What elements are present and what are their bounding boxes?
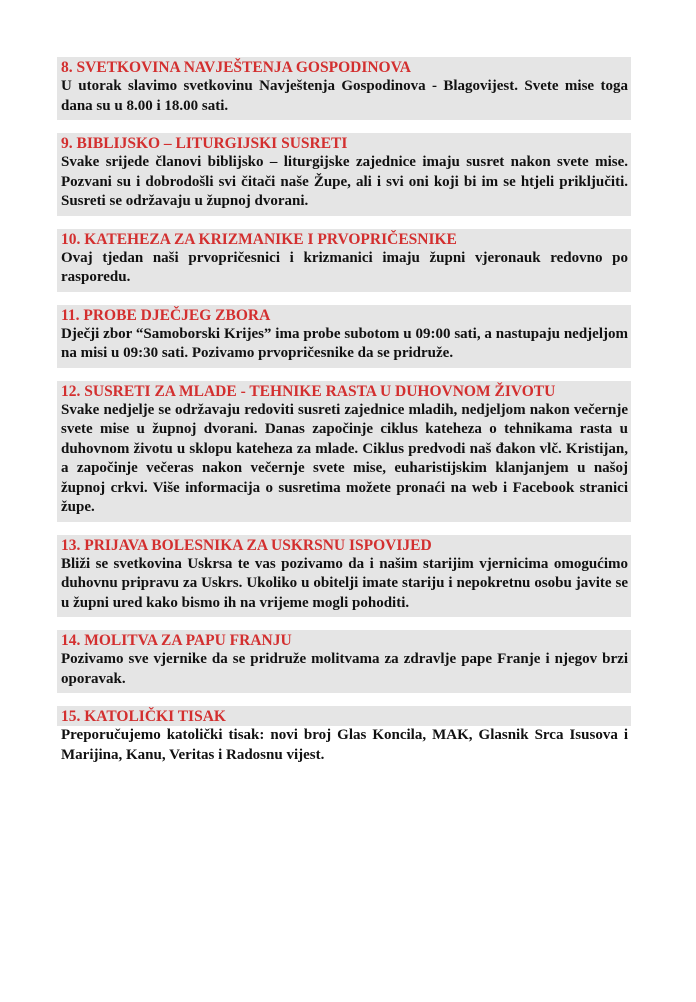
announcements-page — [57, 57, 631, 782]
announcement-body: U utorak slavimo svetkovinu Navještenja Gospodinova - Blagovijest. Svete mise toga dana su u 8.00 i 18.00 sati. — [61, 78, 628, 114]
announcement-12 — [57, 381, 631, 522]
announcement-heading: 11. PROBE DJEČJEG ZBORA — [61, 306, 271, 324]
announcement-body: Preporučujemo katolički tisak: novi broj Glas Koncila, MAK, Glasnik Srca Isusova i Marijina, Kanu, Veritas i Radosnu vijest. — [61, 727, 628, 763]
announcement-10 — [57, 229, 631, 292]
announcement-15 — [57, 706, 631, 769]
announcement-14 — [57, 630, 631, 693]
announcement-body: Dječji zbor “Samoborski Krijes” ima probe subotom u 09:00 sati, a nastupaju nedjeljom na misi u 09:30 sati. Pozivamo prvopričesnike da se pridruže. — [61, 325, 628, 361]
announcement-body: Bliži se svetkovina Uskrsa te vas pozivamo da i našim starijim vjernicima omogućimo duhovnu pripravu za Uskrs. Ukoliko u obitelji imate stariju i nepokretnu osobu javite se u župni ured kako bismo ih na vrijeme mogli pohoditi. — [61, 555, 628, 611]
announcement-heading: 10. KATEHEZA ZA KRIZMANIKE I PRVOPRIČESNIKE — [61, 230, 457, 248]
announcement-heading: 13. PRIJAVA BOLESNIKA ZA USKRSNU ISPOVIJED — [61, 536, 432, 554]
announcement-11 — [57, 305, 631, 368]
announcement-13 — [57, 535, 631, 618]
announcement-body: Ovaj tjedan naši prvopričesnici i krizmanici imaju župni vjeronauk redovno po rasporedu. — [61, 249, 628, 285]
announcement-body: Svake nedjelje se održavaju redoviti susreti zajednice mladih, nedjeljom nakon večernje svete mise u župnoj dvorani. Danas započinje ciklus kateheza o tehnikama rasta u duhovnom životu u sklopu kateheza za mlade. Ciklus predvodi naš đakon vlč. Kristijan, a započinje večeras nakon večernje svete mise, euharistijskim klanjanjem u našoj župnoj crkvi. Više informacija o susretima možete pronaći na web i Facebook stranici župe. — [61, 401, 628, 515]
announcement-heading: 8. SVETKOVINA NAVJEŠTENJA GOSPODINOVA — [61, 59, 411, 76]
announcement-8 — [57, 57, 631, 120]
announcement-9 — [57, 133, 631, 216]
announcement-body: Svake srijede članovi biblijsko – liturgijske zajednice imaju susret nakon svete mise. Pozvani su i dobrodošli svi čitači naše Župe, ali i svi oni koji bi im se htjeli priključiti. Susreti se održavaju u župnoj dvorani. — [61, 154, 628, 209]
announcement-body: Pozivamo sve vjernike da se pridruže molitvama za zdravlje pape Franje i njegov brzi oporavak. — [61, 651, 628, 687]
announcement-heading: 15. KATOLIČKI TISAK — [57, 706, 631, 726]
announcement-heading: 14. MOLITVA ZA PAPU FRANJU — [61, 632, 292, 649]
announcement-heading: 9. BIBLIJSKO – LITURGIJSKI SUSRETI — [61, 135, 348, 152]
announcement-heading: 12. SUSRETI ZA MLADE - TEHNIKE RASTA U DUHOVNOM ŽIVOTU — [61, 382, 556, 400]
